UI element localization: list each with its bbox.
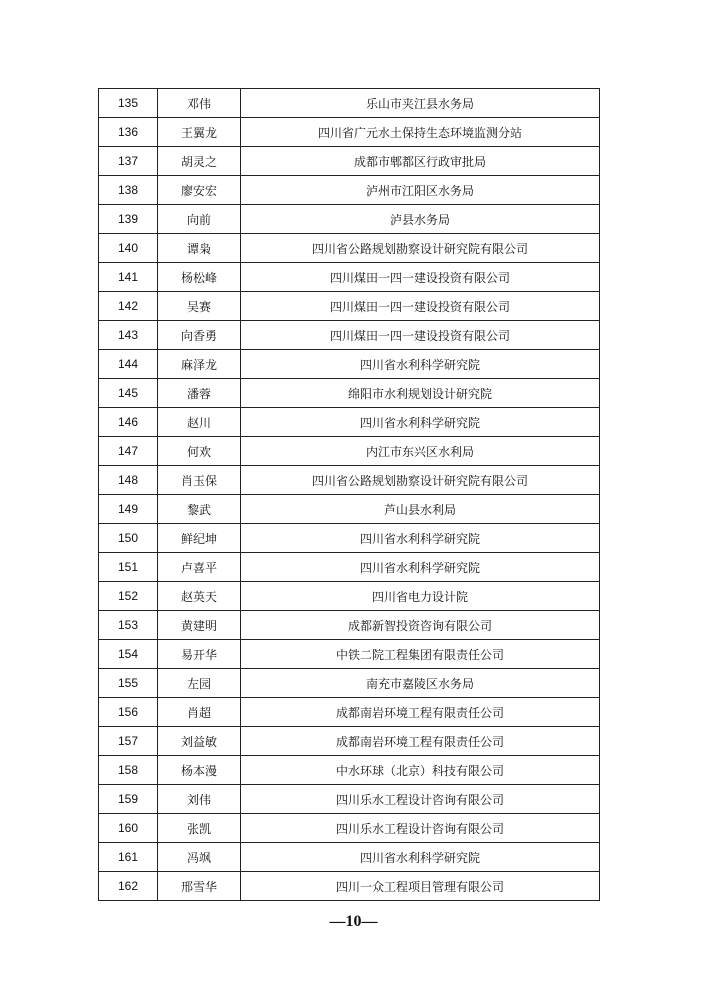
person-name: 胡灵之 [158, 147, 241, 176]
row-number: 148 [99, 466, 158, 495]
organization-name: 中水环球（北京）科技有限公司 [241, 756, 600, 785]
person-name: 向香勇 [158, 321, 241, 350]
organization-name: 四川省水利科学研究院 [241, 524, 600, 553]
row-number: 152 [99, 582, 158, 611]
person-name: 卢喜平 [158, 553, 241, 582]
person-name: 邓伟 [158, 89, 241, 118]
organization-name: 四川省水利科学研究院 [241, 408, 600, 437]
person-name: 易开华 [158, 640, 241, 669]
person-name: 赵英天 [158, 582, 241, 611]
person-name: 何欢 [158, 437, 241, 466]
organization-name: 四川省公路规划勘察设计研究院有限公司 [241, 234, 600, 263]
organization-name: 四川一众工程项目管理有限公司 [241, 872, 600, 901]
organization-name: 绵阳市水利规划设计研究院 [241, 379, 600, 408]
table-row [99, 292, 600, 321]
person-name: 左园 [158, 669, 241, 698]
organization-name: 中铁二院工程集团有限责任公司 [241, 640, 600, 669]
organization-name: 乐山市夹江县水务局 [241, 89, 600, 118]
table-row [99, 437, 600, 466]
organization-name: 四川煤田一四一建设投资有限公司 [241, 292, 600, 321]
row-number: 146 [99, 408, 158, 437]
organization-name: 四川乐水工程设计咨询有限公司 [241, 785, 600, 814]
table-row [99, 698, 600, 727]
person-name: 王翼龙 [158, 118, 241, 147]
table-row [99, 176, 600, 205]
row-number: 154 [99, 640, 158, 669]
person-name: 杨松峰 [158, 263, 241, 292]
person-name: 肖玉保 [158, 466, 241, 495]
row-number: 136 [99, 118, 158, 147]
table-row [99, 350, 600, 379]
row-number: 143 [99, 321, 158, 350]
organization-name: 成都新智投资咨询有限公司 [241, 611, 600, 640]
row-number: 162 [99, 872, 158, 901]
table-row [99, 814, 600, 843]
organization-name: 四川省公路规划勘察设计研究院有限公司 [241, 466, 600, 495]
organization-name: 泸州市江阳区水务局 [241, 176, 600, 205]
organization-name: 四川省广元水土保持生态环境监测分站 [241, 118, 600, 147]
row-number: 160 [99, 814, 158, 843]
person-name: 谭枭 [158, 234, 241, 263]
row-number: 138 [99, 176, 158, 205]
row-number: 137 [99, 147, 158, 176]
row-number: 161 [99, 843, 158, 872]
row-number: 139 [99, 205, 158, 234]
row-number: 141 [99, 263, 158, 292]
organization-name: 泸县水务局 [241, 205, 600, 234]
table-row [99, 147, 600, 176]
table-row [99, 466, 600, 495]
person-name: 黎武 [158, 495, 241, 524]
row-number: 156 [99, 698, 158, 727]
table-row [99, 640, 600, 669]
organization-name: 南充市嘉陵区水务局 [241, 669, 600, 698]
row-number: 155 [99, 669, 158, 698]
row-number: 159 [99, 785, 158, 814]
row-number: 142 [99, 292, 158, 321]
table-row [99, 756, 600, 785]
table-row [99, 611, 600, 640]
row-number: 135 [99, 89, 158, 118]
organization-name: 四川省水利科学研究院 [241, 350, 600, 379]
table-row [99, 727, 600, 756]
organization-name: 四川省水利科学研究院 [241, 843, 600, 872]
table-row [99, 495, 600, 524]
person-name: 肖超 [158, 698, 241, 727]
personnel-table [98, 88, 600, 901]
person-name: 麻泽龙 [158, 350, 241, 379]
table-row [99, 321, 600, 350]
organization-name: 四川乐水工程设计咨询有限公司 [241, 814, 600, 843]
person-name: 潘蓉 [158, 379, 241, 408]
person-name: 赵川 [158, 408, 241, 437]
person-name: 廖安宏 [158, 176, 241, 205]
table-row [99, 263, 600, 292]
table-row [99, 234, 600, 263]
organization-name: 四川煤田一四一建设投资有限公司 [241, 321, 600, 350]
row-number: 150 [99, 524, 158, 553]
row-number: 151 [99, 553, 158, 582]
person-name: 冯飒 [158, 843, 241, 872]
table-row [99, 89, 600, 118]
table-row [99, 669, 600, 698]
row-number: 145 [99, 379, 158, 408]
table-row [99, 843, 600, 872]
table-row [99, 118, 600, 147]
row-number: 157 [99, 727, 158, 756]
organization-name: 四川省水利科学研究院 [241, 553, 600, 582]
table-row [99, 205, 600, 234]
person-name: 张凯 [158, 814, 241, 843]
organization-name: 成都南岩环境工程有限责任公司 [241, 727, 600, 756]
organization-name: 成都南岩环境工程有限责任公司 [241, 698, 600, 727]
table-row [99, 582, 600, 611]
row-number: 144 [99, 350, 158, 379]
organization-name: 四川煤田一四一建设投资有限公司 [241, 263, 600, 292]
row-number: 153 [99, 611, 158, 640]
organization-name: 芦山县水利局 [241, 495, 600, 524]
person-name: 刘伟 [158, 785, 241, 814]
person-name: 杨本漫 [158, 756, 241, 785]
person-name: 吴赛 [158, 292, 241, 321]
person-name: 鲜纪坤 [158, 524, 241, 553]
personnel-table-body [99, 89, 600, 901]
row-number: 149 [99, 495, 158, 524]
row-number: 147 [99, 437, 158, 466]
table-row [99, 553, 600, 582]
person-name: 黄建明 [158, 611, 241, 640]
person-name: 向前 [158, 205, 241, 234]
table-row [99, 872, 600, 901]
table-row [99, 785, 600, 814]
organization-name: 成都市郫都区行政审批局 [241, 147, 600, 176]
person-name: 刘益敏 [158, 727, 241, 756]
table-row [99, 408, 600, 437]
organization-name: 四川省电力设计院 [241, 582, 600, 611]
row-number: 140 [99, 234, 158, 263]
row-number: 158 [99, 756, 158, 785]
table-row [99, 379, 600, 408]
page-number: —10— [329, 913, 378, 930]
organization-name: 内江市东兴区水利局 [241, 437, 600, 466]
table-row [99, 524, 600, 553]
person-name: 邢雪华 [158, 872, 241, 901]
